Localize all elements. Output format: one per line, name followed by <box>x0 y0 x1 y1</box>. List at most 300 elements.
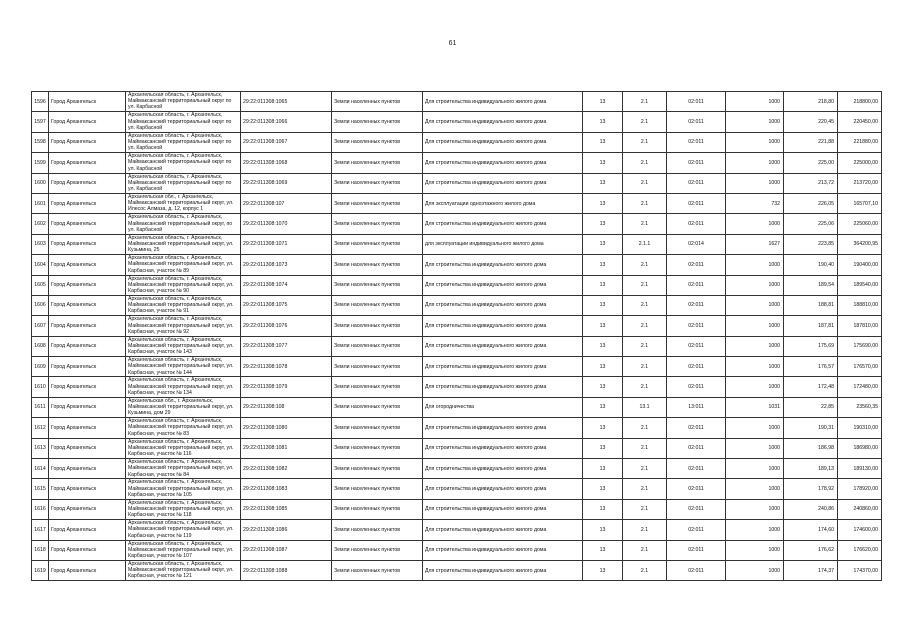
cadastral-value-table <box>31 91 882 581</box>
subgroup-code-cell: 2.1 <box>623 275 667 295</box>
land-area-cell: 1000 <box>726 560 784 580</box>
permitted-use-cell: Для строительства индивидуального жилого дома <box>423 336 583 356</box>
use-code-cell: 02:011 <box>667 295 726 315</box>
row-number-cell: 1603 <box>32 234 49 254</box>
cadastral-number-cell: 29:22:011308:107 <box>241 193 332 213</box>
use-code-cell: 02:011 <box>667 214 726 234</box>
permitted-use-cell: Для эксплуатации одноэтажного жилого дома <box>423 193 583 213</box>
place-cell: Город Архангельск <box>49 418 126 438</box>
land-category-cell: Земли населенных пунктов <box>332 560 423 580</box>
cadastral-number-cell: 29:22:011308:1088 <box>241 560 332 580</box>
row-number-cell: 1614 <box>32 459 49 479</box>
permitted-use-cell: Для строительства индивидуального жилого дома <box>423 418 583 438</box>
table-row <box>32 418 882 438</box>
row-number-cell: 1606 <box>32 295 49 315</box>
cadastral-value-cell: 218800,00 <box>838 92 882 112</box>
land-category-cell: Земли населенных пунктов <box>332 336 423 356</box>
table-row <box>32 540 882 560</box>
group-code-cell: 13 <box>583 459 623 479</box>
land-category-cell: Земли населенных пунктов <box>332 92 423 112</box>
address-cell: Архангельская область, г. Архангельск, Маймаксанский территориальный округ по ул. Карбасной <box>126 153 241 173</box>
subgroup-code-cell: 2.1 <box>623 479 667 499</box>
group-code-cell: 13 <box>583 275 623 295</box>
row-number-cell: 1612 <box>32 418 49 438</box>
specific-value-cell: 190,40 <box>784 255 838 275</box>
group-code-cell: 13 <box>583 438 623 458</box>
land-area-cell: 1000 <box>726 459 784 479</box>
specific-value-cell: 240,86 <box>784 499 838 519</box>
address-cell: Архангельская область, г. Архангельск, Маймаксанский территориальный округ, ул. Кузьмина, 25 <box>126 234 241 254</box>
cadastral-number-cell: 29:22:011308:1067 <box>241 132 332 152</box>
permitted-use-cell: Для строительства индивидуального жилого дома <box>423 255 583 275</box>
place-cell: Город Архангельск <box>49 295 126 315</box>
permitted-use-cell: Для строительства индивидуального жилого дома <box>423 275 583 295</box>
land-area-cell: 1000 <box>726 479 784 499</box>
table-row <box>32 357 882 377</box>
specific-value-cell: 218,80 <box>784 92 838 112</box>
address-cell: Архангельская область, г. Архангельск, Маймаксанский территориальный округ, ул. Карбасная, участок № 119 <box>126 520 241 540</box>
group-code-cell: 13 <box>583 255 623 275</box>
use-code-cell: 02:011 <box>667 438 726 458</box>
row-number-cell: 1596 <box>32 92 49 112</box>
land-category-cell: Земли населенных пунктов <box>332 173 423 193</box>
address-cell: Архангельская область, г. Архангельск, Маймаксанский территориальный округ, ул. Карбасная, участок № 107 <box>126 540 241 560</box>
address-cell: Архангельская область, г. Архангельск, Маймаксанский территориальный округ, ул. Карбасная, участок № 90 <box>126 275 241 295</box>
land-area-cell: 1000 <box>726 275 784 295</box>
address-cell: Архангельская область, г. Архангельск, Маймаксанский территориальный округ по ул. Карбасной <box>126 173 241 193</box>
cadastral-value-cell: 190400,00 <box>838 255 882 275</box>
specific-value-cell: 186,98 <box>784 438 838 458</box>
address-cell: Архангельская область, г. Архангельск, Маймаксанский территориальный округ, ул. Карбасная, участок № 118 <box>126 499 241 519</box>
address-cell: Архангельская область, г. Архангельск, Маймаксанский территориальный округ, ул. Карбасная, участок № 121 <box>126 560 241 580</box>
land-category-cell: Земли населенных пунктов <box>332 438 423 458</box>
place-cell: Город Архангельск <box>49 255 126 275</box>
use-code-cell: 02:011 <box>667 459 726 479</box>
subgroup-code-cell: 2.1 <box>623 153 667 173</box>
subgroup-code-cell: 2.1 <box>623 540 667 560</box>
subgroup-code-cell: 2.1 <box>623 214 667 234</box>
cadastral-number-cell: 29:22:011308:1082 <box>241 459 332 479</box>
group-code-cell: 13 <box>583 112 623 132</box>
cadastral-number-cell: 29:22:011308:1086 <box>241 520 332 540</box>
group-code-cell: 13 <box>583 193 623 213</box>
group-code-cell: 13 <box>583 479 623 499</box>
cadastral-value-cell: 175690,00 <box>838 336 882 356</box>
row-number-cell: 1607 <box>32 316 49 336</box>
subgroup-code-cell: 2.1 <box>623 316 667 336</box>
land-category-cell: Земли населенных пунктов <box>332 540 423 560</box>
row-number-cell: 1617 <box>32 520 49 540</box>
table-row <box>32 336 882 356</box>
row-number-cell: 1608 <box>32 336 49 356</box>
use-code-cell: 02:011 <box>667 193 726 213</box>
place-cell: Город Архангельск <box>49 438 126 458</box>
table-row <box>32 295 882 315</box>
specific-value-cell: 223,85 <box>784 234 838 254</box>
land-category-cell: Земли населенных пунктов <box>332 459 423 479</box>
subgroup-code-cell: 2.1 <box>623 499 667 519</box>
group-code-cell: 13 <box>583 234 623 254</box>
page-number: 61 <box>448 40 457 47</box>
cadastral-number-cell: 29:22:011308:1071 <box>241 234 332 254</box>
table-row <box>32 214 882 234</box>
land-area-cell: 1000 <box>726 173 784 193</box>
specific-value-cell: 22,85 <box>784 397 838 417</box>
table-row <box>32 173 882 193</box>
cadastral-number-cell: 29:22:011308:1066 <box>241 112 332 132</box>
table-row <box>32 438 882 458</box>
permitted-use-cell: Для строительства индивидуального жилого дома <box>423 357 583 377</box>
land-area-cell: 1627 <box>726 234 784 254</box>
subgroup-code-cell: 2.1 <box>623 357 667 377</box>
cadastral-number-cell: 29:22:011308:1076 <box>241 316 332 336</box>
table-row <box>32 92 882 112</box>
row-number-cell: 1609 <box>32 357 49 377</box>
table-row <box>32 479 882 499</box>
group-code-cell: 13 <box>583 316 623 336</box>
table-row <box>32 377 882 397</box>
row-number-cell: 1619 <box>32 560 49 580</box>
use-code-cell: 02:011 <box>667 357 726 377</box>
permitted-use-cell: для эксплуатации индивидуального жилого дома <box>423 234 583 254</box>
use-code-cell: 02:011 <box>667 255 726 275</box>
table-row <box>32 132 882 152</box>
cadastral-value-cell: 172480,00 <box>838 377 882 397</box>
cadastral-number-cell: 29:22:011308:1077 <box>241 336 332 356</box>
row-number-cell: 1604 <box>32 255 49 275</box>
subgroup-code-cell: 2.1 <box>623 560 667 580</box>
land-category-cell: Земли населенных пунктов <box>332 357 423 377</box>
land-category-cell: Земли населенных пунктов <box>332 132 423 152</box>
address-cell: Архангельская обл., г. Архангельск, Маймаксанский территориальный округ, ул. Кузьмина, дом 29 <box>126 397 241 417</box>
row-number-cell: 1599 <box>32 153 49 173</box>
subgroup-code-cell: 2.1 <box>623 92 667 112</box>
use-code-cell: 02:011 <box>667 418 726 438</box>
group-code-cell: 13 <box>583 173 623 193</box>
place-cell: Город Архангельск <box>49 540 126 560</box>
table-row <box>32 153 882 173</box>
use-code-cell: 02:011 <box>667 540 726 560</box>
address-cell: Архангельская область, г. Архангельск, Маймаксанский территориальный округ, ул. Карбасная, участок № 144 <box>126 357 241 377</box>
address-cell: Архангельская область, г. Архангельск, Маймаксанский территориальный округ, ул. Карбасная, участок № 84 <box>126 459 241 479</box>
land-area-cell: 732 <box>726 193 784 213</box>
table-body <box>32 92 882 581</box>
use-code-cell: 02:011 <box>667 112 726 132</box>
permitted-use-cell: Для строительства индивидуального жилого дома <box>423 479 583 499</box>
cadastral-number-cell: 29:22:011308:1068 <box>241 153 332 173</box>
specific-value-cell: 175,69 <box>784 336 838 356</box>
cadastral-value-cell: 220450,00 <box>838 112 882 132</box>
cadastral-value-cell: 188810,00 <box>838 295 882 315</box>
address-cell: Архангельская область, г. Архангельск, Маймаксанский территориальный округ по ул. Карбасной <box>126 92 241 112</box>
subgroup-code-cell: 2.1 <box>623 438 667 458</box>
land-category-cell: Земли населенных пунктов <box>332 193 423 213</box>
cadastral-number-cell: 29:22:011308:1081 <box>241 438 332 458</box>
land-category-cell: Земли населенных пунктов <box>332 479 423 499</box>
place-cell: Город Архангельск <box>49 459 126 479</box>
cadastral-number-cell: 29:22:011308:108 <box>241 397 332 417</box>
cadastral-value-cell: 176570,00 <box>838 357 882 377</box>
cadastral-number-cell: 29:22:011308:1075 <box>241 295 332 315</box>
place-cell: Город Архангельск <box>49 377 126 397</box>
land-category-cell: Земли населенных пунктов <box>332 255 423 275</box>
permitted-use-cell: Для строительства индивидуального жилого дома <box>423 540 583 560</box>
cadastral-value-cell: 189130,00 <box>838 459 882 479</box>
place-cell: Город Архангельск <box>49 173 126 193</box>
cadastral-value-cell: 187810,00 <box>838 316 882 336</box>
group-code-cell: 13 <box>583 132 623 152</box>
subgroup-code-cell: 2.1 <box>623 173 667 193</box>
cadastral-number-cell: 29:22:011308:1080 <box>241 418 332 438</box>
specific-value-cell: 213,72 <box>784 173 838 193</box>
cadastral-number-cell: 29:22:011308:1079 <box>241 377 332 397</box>
cadastral-number-cell: 29:22:011308:1078 <box>241 357 332 377</box>
use-code-cell: 02:011 <box>667 153 726 173</box>
use-code-cell: 02:011 <box>667 132 726 152</box>
permitted-use-cell: Для строительства индивидуального жилого дома <box>423 92 583 112</box>
use-code-cell: 02:011 <box>667 316 726 336</box>
group-code-cell: 13 <box>583 397 623 417</box>
subgroup-code-cell: 13.1 <box>623 397 667 417</box>
land-area-cell: 1000 <box>726 336 784 356</box>
permitted-use-cell: Для строительства индивидуального жилого дома <box>423 173 583 193</box>
place-cell: Город Архангельск <box>49 397 126 417</box>
row-number-cell: 1616 <box>32 499 49 519</box>
permitted-use-cell: Для строительства индивидуального жилого дома <box>423 112 583 132</box>
specific-value-cell: 190,31 <box>784 418 838 438</box>
subgroup-code-cell: 2.1 <box>623 520 667 540</box>
table-row <box>32 234 882 254</box>
land-area-cell: 1000 <box>726 255 784 275</box>
permitted-use-cell: Для строительства индивидуального жилого дома <box>423 459 583 479</box>
cadastral-number-cell: 29:22:011308:1085 <box>241 499 332 519</box>
land-category-cell: Земли населенных пунктов <box>332 153 423 173</box>
address-cell: Архангельская область, г. Архангельск, Маймаксанский территориальный округ, по ул. Карбасной <box>126 214 241 234</box>
address-cell: Архангельская область, г. Архангельск, Маймаксанский территориальный округ, ул. Карбасная, участок № 105 <box>126 479 241 499</box>
address-cell: Архангельская область, г. Архангельск, Маймаксанский территориальный округ, ул. Карбасная, участок № 83 <box>126 418 241 438</box>
row-number-cell: 1618 <box>32 540 49 560</box>
place-cell: Город Архангельск <box>49 560 126 580</box>
cadastral-value-cell: 190310,00 <box>838 418 882 438</box>
land-area-cell: 1000 <box>726 92 784 112</box>
use-code-cell: 02:011 <box>667 479 726 499</box>
use-code-cell: 02:011 <box>667 92 726 112</box>
land-area-cell: 1000 <box>726 153 784 173</box>
use-code-cell: 02:011 <box>667 499 726 519</box>
table-row <box>32 560 882 580</box>
cadastral-value-cell: 364200,95 <box>838 234 882 254</box>
specific-value-cell: 225,00 <box>784 153 838 173</box>
land-area-cell: 1000 <box>726 295 784 315</box>
cadastral-number-cell: 29:22:011308:1069 <box>241 173 332 193</box>
land-area-cell: 1000 <box>726 112 784 132</box>
place-cell: Город Архангельск <box>49 193 126 213</box>
cadastral-number-cell: 29:22:011308:1065 <box>241 92 332 112</box>
permitted-use-cell: Для строительства индивидуального жилого дома <box>423 377 583 397</box>
specific-value-cell: 187,81 <box>784 316 838 336</box>
permitted-use-cell: Для строительства индивидуального жилого дома <box>423 438 583 458</box>
group-code-cell: 13 <box>583 336 623 356</box>
specific-value-cell: 174,37 <box>784 560 838 580</box>
group-code-cell: 13 <box>583 499 623 519</box>
address-cell: Архангельская область, г. Архангельск, Маймаксанский территориальный округ, ул. Карбасная, участок № 92 <box>126 316 241 336</box>
subgroup-code-cell: 2.1 <box>623 459 667 479</box>
address-cell: Архангельская область, г. Архангельск, Маймаксанский территориальный округ по ул. Карбасной <box>126 132 241 152</box>
cadastral-value-cell: 225000,00 <box>838 153 882 173</box>
permitted-use-cell: Для строительства индивидуального жилого дома <box>423 153 583 173</box>
subgroup-code-cell: 2.1 <box>623 336 667 356</box>
group-code-cell: 13 <box>583 92 623 112</box>
subgroup-code-cell: 2.1 <box>623 295 667 315</box>
land-category-cell: Земли населенных пунктов <box>332 418 423 438</box>
cadastral-number-cell: 29:22:011308:1073 <box>241 255 332 275</box>
specific-value-cell: 172,48 <box>784 377 838 397</box>
place-cell: Город Архангельск <box>49 92 126 112</box>
land-area-cell: 1000 <box>726 418 784 438</box>
place-cell: Город Архангельск <box>49 520 126 540</box>
group-code-cell: 13 <box>583 295 623 315</box>
specific-value-cell: 176,62 <box>784 540 838 560</box>
land-area-cell: 1000 <box>726 316 784 336</box>
cadastral-value-cell: 186980,00 <box>838 438 882 458</box>
table-row <box>32 520 882 540</box>
use-code-cell: 02:011 <box>667 560 726 580</box>
use-code-cell: 02:014 <box>667 234 726 254</box>
land-category-cell: Земли населенных пунктов <box>332 520 423 540</box>
table-row <box>32 397 882 417</box>
specific-value-cell: 221,88 <box>784 132 838 152</box>
land-area-cell: 1000 <box>726 214 784 234</box>
use-code-cell: 02:011 <box>667 520 726 540</box>
land-area-cell: 1000 <box>726 132 784 152</box>
specific-value-cell: 225,06 <box>784 214 838 234</box>
cadastral-value-cell: 174370,00 <box>838 560 882 580</box>
cadastral-value-cell: 213720,00 <box>838 173 882 193</box>
table-row <box>32 193 882 213</box>
permitted-use-cell: Для строительства индивидуального жилого дома <box>423 214 583 234</box>
subgroup-code-cell: 2.1 <box>623 193 667 213</box>
table-row <box>32 316 882 336</box>
table-row <box>32 112 882 132</box>
group-code-cell: 13 <box>583 377 623 397</box>
specific-value-cell: 189,54 <box>784 275 838 295</box>
row-number-cell: 1597 <box>32 112 49 132</box>
cadastral-number-cell: 29:22:011308:1074 <box>241 275 332 295</box>
group-code-cell: 13 <box>583 357 623 377</box>
table-row <box>32 255 882 275</box>
permitted-use-cell: Для строительства индивидуального жилого дома <box>423 560 583 580</box>
specific-value-cell: 188,81 <box>784 295 838 315</box>
use-code-cell: 13:011 <box>667 397 726 417</box>
place-cell: Город Архангельск <box>49 112 126 132</box>
use-code-cell: 02:011 <box>667 173 726 193</box>
land-area-cell: 1000 <box>726 377 784 397</box>
group-code-cell: 13 <box>583 418 623 438</box>
cadastral-number-cell: 29:22:011308:1083 <box>241 479 332 499</box>
land-category-cell: Земли населенных пунктов <box>332 275 423 295</box>
row-number-cell: 1602 <box>32 214 49 234</box>
land-category-cell: Земли населенных пунктов <box>332 316 423 336</box>
land-category-cell: Земли населенных пунктов <box>332 397 423 417</box>
row-number-cell: 1613 <box>32 438 49 458</box>
cadastral-value-cell: 240860,00 <box>838 499 882 519</box>
permitted-use-cell: Для строительства индивидуального жилого дома <box>423 520 583 540</box>
place-cell: Город Архангельск <box>49 499 126 519</box>
address-cell: Архангельская область, г. Архангельск, Маймаксанский территориальный округ, ул. Карбасная, участок № 143 <box>126 336 241 356</box>
place-cell: Город Архангельск <box>49 275 126 295</box>
place-cell: Город Архангельск <box>49 357 126 377</box>
subgroup-code-cell: 2.1 <box>623 112 667 132</box>
row-number-cell: 1600 <box>32 173 49 193</box>
permitted-use-cell: Для строительства индивидуального жилого дома <box>423 316 583 336</box>
specific-value-cell: 178,92 <box>784 479 838 499</box>
address-cell: Архангельская обл., г. Архангельск, Маймаксанский территориальный округ, ул. Илесос Алмаза, д. 12, корпус 1 <box>126 193 241 213</box>
subgroup-code-cell: 2.1 <box>623 377 667 397</box>
subgroup-code-cell: 2.1 <box>623 255 667 275</box>
address-cell: Архангельская область, г. Архангельск, Маймаксанский территориальный округ, ул. Карбасная, участок № 116 <box>126 438 241 458</box>
land-area-cell: 1031 <box>726 397 784 417</box>
cadastral-value-cell: 225060,00 <box>838 214 882 234</box>
cadastral-value-cell: 165707,10 <box>838 193 882 213</box>
cadastral-value-cell: 221880,00 <box>838 132 882 152</box>
address-cell: Архангельская область, г. Архангельск, Маймаксанский территориальный округ, ул. Карбасная, участок № 134 <box>126 377 241 397</box>
cadastral-value-cell: 23560,35 <box>838 397 882 417</box>
specific-value-cell: 226,05 <box>784 193 838 213</box>
group-code-cell: 13 <box>583 540 623 560</box>
cadastral-value-cell: 174600,00 <box>838 520 882 540</box>
permitted-use-cell: Для огородничества <box>423 397 583 417</box>
permitted-use-cell: Для строительства индивидуального жилого дома <box>423 132 583 152</box>
land-area-cell: 1000 <box>726 540 784 560</box>
place-cell: Город Архангельск <box>49 214 126 234</box>
subgroup-code-cell: 2.1 <box>623 132 667 152</box>
address-cell: Архангельская область, г. Архангельск, Маймаксанский территориальный округ по ул. Карбасной <box>126 112 241 132</box>
group-code-cell: 13 <box>583 520 623 540</box>
subgroup-code-cell: 2.1.1 <box>623 234 667 254</box>
permitted-use-cell: Для строительства индивидуального жилого дома <box>423 295 583 315</box>
group-code-cell: 13 <box>583 153 623 173</box>
table-row <box>32 499 882 519</box>
place-cell: Город Архангельск <box>49 132 126 152</box>
land-area-cell: 1000 <box>726 499 784 519</box>
group-code-cell: 13 <box>583 214 623 234</box>
place-cell: Город Архангельск <box>49 479 126 499</box>
land-category-cell: Земли населенных пунктов <box>332 214 423 234</box>
address-cell: Архангельская область, г. Архангельск, Маймаксанский территориальный округ, ул. Карбасная, участок № 91 <box>126 295 241 315</box>
permitted-use-cell: Для строительства индивидуального жилого дома <box>423 499 583 519</box>
specific-value-cell: 220,45 <box>784 112 838 132</box>
land-category-cell: Земли населенных пунктов <box>332 377 423 397</box>
row-number-cell: 1601 <box>32 193 49 213</box>
cadastral-value-cell: 176620,00 <box>838 540 882 560</box>
subgroup-code-cell: 2.1 <box>623 418 667 438</box>
place-cell: Город Архангельск <box>49 316 126 336</box>
use-code-cell: 02:011 <box>667 336 726 356</box>
table-row <box>32 459 882 479</box>
specific-value-cell: 189,13 <box>784 459 838 479</box>
address-cell: Архангельская область, г. Архангельск, Маймаксанский территориальный округ, ул. Карбасная, участок № 89 <box>126 255 241 275</box>
use-code-cell: 02:011 <box>667 377 726 397</box>
land-area-cell: 1000 <box>726 357 784 377</box>
row-number-cell: 1615 <box>32 479 49 499</box>
land-area-cell: 1000 <box>726 438 784 458</box>
cadastral-value-cell: 189540,00 <box>838 275 882 295</box>
table-row <box>32 275 882 295</box>
land-category-cell: Земли населенных пунктов <box>332 112 423 132</box>
row-number-cell: 1598 <box>32 132 49 152</box>
specific-value-cell: 174,60 <box>784 520 838 540</box>
cadastral-value-cell: 178920,00 <box>838 479 882 499</box>
